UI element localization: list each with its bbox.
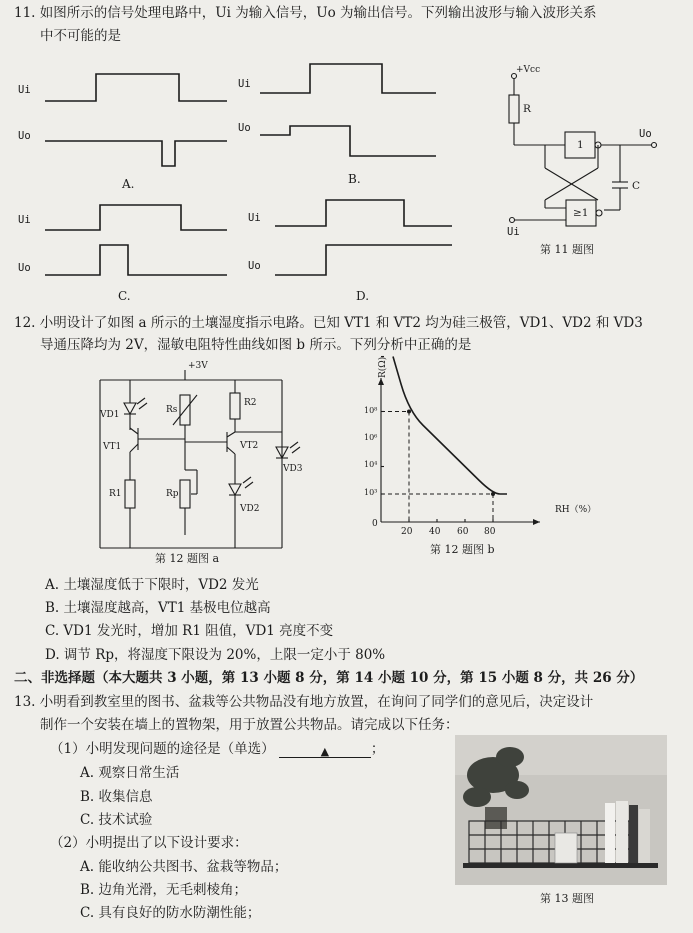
- q12-option-b: B. 土壤湿度越高，VT1 基极电位越高: [45, 600, 271, 616]
- chart-ylabel: R(Ω): [378, 356, 388, 378]
- q12-caption-a: 第 12 题图 a: [155, 552, 220, 565]
- wave-b-ui-label: Ui: [238, 78, 251, 90]
- q13-caption: 第 13 题图: [540, 892, 594, 905]
- not-gate-label: 1: [577, 139, 584, 151]
- r-label: R: [523, 103, 531, 115]
- q12-stem-line2: 导通压降均为 2V，湿敏电阻特性曲线如图 b 所示。下列分析中正确的是: [40, 337, 472, 353]
- chart-y-arrow: [378, 378, 384, 385]
- wave-b-uo-label: Uo: [238, 122, 251, 134]
- rs-label: Rs: [166, 405, 178, 415]
- chart-xlabel: RH（%）: [555, 505, 597, 515]
- nor-gate-label: ≥1: [573, 207, 589, 219]
- wave-c-option: C.: [118, 289, 131, 303]
- vd3-label: VD3: [283, 464, 303, 474]
- v3-label: +3V: [188, 361, 208, 371]
- q13-part2-option-b: B. 边角光滑，无毛刺棱角；: [80, 882, 248, 898]
- ytick-4: 10⁴: [364, 460, 378, 469]
- chart-marked-point: [491, 492, 495, 496]
- ytick-0: 0: [372, 519, 378, 529]
- cap-label: C: [632, 180, 641, 192]
- q13-part1-option-a: A. 观察日常生活: [80, 765, 180, 781]
- vd2-label: VD2: [240, 504, 260, 514]
- chart-series-curve: [393, 357, 507, 495]
- q12-option-d: D. 调节 Rp，将湿度下限设为 20%，上限一定小于 80%: [45, 647, 386, 663]
- rp-label: Rp: [166, 489, 179, 499]
- shelf-photo: [455, 735, 667, 885]
- chart-x-arrow: [533, 519, 540, 525]
- ui-terminal-label: Ui: [507, 226, 520, 238]
- xtick-60: 60: [457, 527, 469, 537]
- chart-marked-point: [407, 410, 411, 414]
- vcc-label: +Vcc: [516, 65, 541, 75]
- wave-c-ui-label: Ui: [18, 214, 31, 226]
- wave-c-uo-label: Uo: [18, 262, 31, 274]
- q13-part2: （2）小明提出了以下设计要求：: [50, 835, 248, 851]
- r2-label: R2: [244, 398, 257, 408]
- blank-marker: ▲: [320, 745, 330, 758]
- q13-stem-line2: 制作一个安装在墙上的置物架，用于放置公共物品。请完成以下任务：: [40, 717, 459, 733]
- answer-blank[interactable]: [279, 742, 371, 758]
- q13-part1: [50, 740, 384, 758]
- q13-part1-option-c: C. 技术试验: [80, 812, 153, 828]
- uo-terminal-label: Uo: [639, 128, 652, 140]
- wave-d-option: D.: [356, 289, 370, 303]
- q13-stem-line1: 13. 小明看到教室里的图书、盆栽等公共物品没有地方放置，在询问了同学们的意见后，决定设计: [14, 694, 594, 710]
- wave-a-ui-label: Ui: [18, 84, 31, 96]
- q11-caption: 第 11 题图: [540, 243, 594, 256]
- q12-stem-line1: 12. 小明设计了如图 a 所示的土壤湿度指示电路。已知 VT1 和 VT2 均为硅三极管，VD1、VD2 和 VD3: [14, 315, 643, 331]
- xtick-80: 80: [484, 527, 496, 537]
- q12-caption-b: 第 12 题图 b: [430, 543, 495, 556]
- wave-a-option: A.: [122, 177, 135, 191]
- q13-part2-option-a: A. 能收纳公共图书、盆栽等物品；: [80, 859, 288, 875]
- q13-part1-end: ；: [370, 741, 385, 757]
- q11-stem-line1: 11. 如图所示的信号处理电路中，Ui 为输入信号，Uo 为输出信号。下列输出波形与输入波形关系: [14, 5, 597, 21]
- q11-stem-line2: 中不可能的是: [40, 28, 121, 44]
- q12-option-c: C. VD1 发光时，增加 R1 阻值，VD1 亮度不变: [45, 623, 334, 639]
- xtick-20: 20: [401, 527, 413, 537]
- q12-option-a: A. 土壤湿度低于下限时，VD2 发光: [45, 577, 259, 593]
- vt1-label: VT1: [103, 442, 122, 452]
- wave-d-ui-label: Ui: [248, 212, 261, 224]
- wave-b-option: B.: [348, 172, 361, 186]
- ytick-8: 10⁸: [364, 406, 378, 415]
- q13-part1-option-b: B. 收集信息: [80, 789, 153, 805]
- r1-label: R1: [109, 489, 122, 499]
- section2-heading: 二、非选择题（本大题共 3 小题，第 13 小题 8 分，第 14 小题 10 分，第 15 小题 8 分，共 26 分）: [14, 670, 644, 686]
- vd1-label: VD1: [100, 410, 120, 420]
- ytick-6: 10⁶: [364, 433, 378, 442]
- xtick-40: 40: [429, 527, 441, 537]
- q13-part1-text: （1）小明发现问题的途径是（单选）: [50, 741, 275, 757]
- wave-d-uo-label: Uo: [248, 260, 261, 272]
- wave-a-uo-label: Uo: [18, 130, 31, 142]
- ytick-3: 10³: [364, 488, 378, 497]
- q13-part2-option-c: C. 具有良好的防水防潮性能；: [80, 905, 261, 921]
- vt2-label: VT2: [240, 441, 259, 451]
